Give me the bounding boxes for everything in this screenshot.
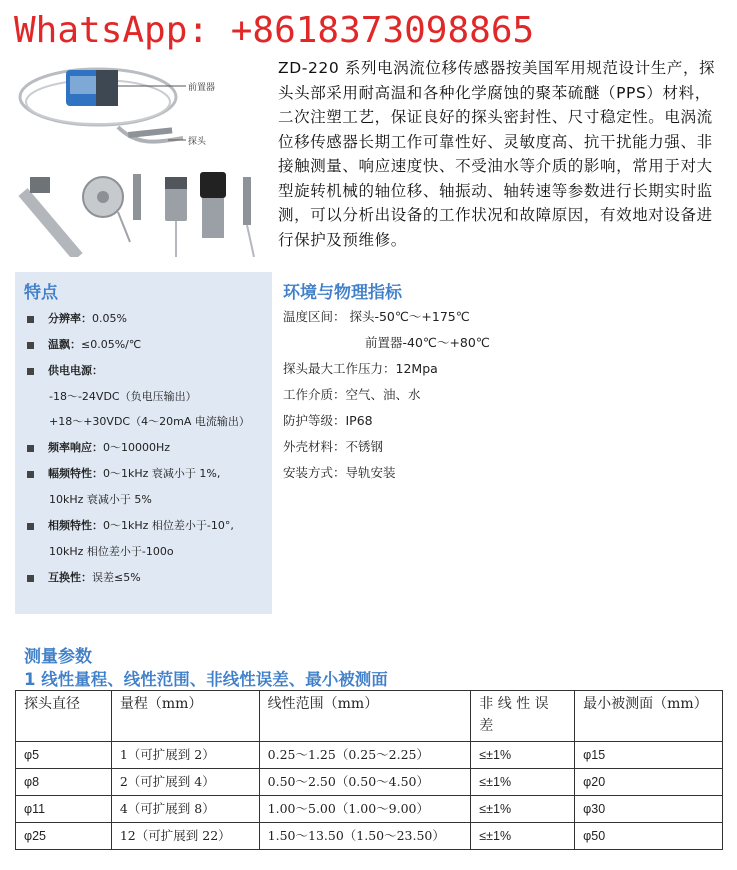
measurement-title: 测量参数 <box>24 647 92 667</box>
product-photo <box>18 52 266 257</box>
intro-paragraph: ZD-220 系列电涡流位移传感器按美国军用规范设计生产，探头头部采用耐高温和各种化学腐蚀的聚苯硫醚（PPS）材料，二次注塑工艺，保证良好的探头密封性、尺寸稳定性。电涡流位移传感器长期工作可靠性好、灵敏度高、抗干扰能力强、非接触测量、响应速度快、不受油水等介质的影响，常用于对大型旋转机械的轴位移、轴振动、轴转速等参数进行长期实时监测，可以分析出设备的工作状况和故障原因，有效地对设备进行保护及预维修。 <box>278 59 716 249</box>
bullet-icon <box>27 342 34 349</box>
probe-label: 探头 <box>188 137 207 147</box>
feature-power-current: +18～+30VDC（4～20mA 电流输出） <box>49 415 250 428</box>
features-panel <box>15 272 272 614</box>
sensor-product-image <box>18 52 266 257</box>
cell-range: 4（可扩展到 8） <box>111 796 259 823</box>
header-range: 量程（mm） <box>111 691 259 742</box>
cell-range: 2（可扩展到 4） <box>111 769 259 796</box>
bullet-icon <box>27 445 34 452</box>
feature-drift: 温飘：≤0.05%/℃ <box>27 336 141 352</box>
env-temperature-probe: 温度区间： 探头-50℃～+175℃ <box>283 309 470 324</box>
cell-diameter: φ25 <box>16 823 112 850</box>
environment-section <box>283 278 723 307</box>
bullet-icon <box>27 575 34 582</box>
table-header-row <box>16 691 723 742</box>
cell-diameter: φ5 <box>16 742 112 769</box>
env-medium: 工作介质：空气、油、水 <box>283 387 421 402</box>
table-row <box>16 769 723 796</box>
features-title: 特点 <box>24 283 58 303</box>
cell-linear-range: 0.25～1.25（0.25～2.25） <box>259 742 471 769</box>
cell-range: 12（可扩展到 22） <box>111 823 259 850</box>
feature-amplitude: 幅频特性：0～1kHz 衰减小于 1%, <box>27 465 220 481</box>
header-nonlinear-error: 非 线 性 误 差 <box>471 691 575 742</box>
feature-phase: 相频特性：0～1kHz 相位差小于-10°, <box>27 517 234 533</box>
cell-min-surface: φ50 <box>575 823 723 850</box>
cell-error: ≤±1% <box>471 796 575 823</box>
whatsapp-watermark: WhatsApp: +8618373098865 <box>14 10 535 51</box>
front-device-label: 前置器 <box>188 83 216 93</box>
table-row <box>16 796 723 823</box>
env-protection: 防护等级：IP68 <box>283 413 373 428</box>
bullet-icon <box>27 316 34 323</box>
cell-min-surface: φ15 <box>575 742 723 769</box>
header-min-surface: 最小被测面（mm） <box>575 691 723 742</box>
env-installation: 安装方式：导轨安装 <box>283 465 396 480</box>
cell-error: ≤±1% <box>471 823 575 850</box>
cell-linear-range: 0.50～2.50（0.50～4.50） <box>259 769 471 796</box>
feature-frequency: 频率响应：0～10000Hz <box>27 439 170 455</box>
measurement-table <box>15 690 723 850</box>
measurement-subtitle: 1 线性量程、线性范围、非线性误差、最小被测面 <box>24 670 388 689</box>
header-linear-range: 线性范围（mm） <box>259 691 471 742</box>
cell-min-surface: φ20 <box>575 769 723 796</box>
env-temperature-front: 前置器-40℃～+80℃ <box>365 335 490 350</box>
table-row <box>16 823 723 850</box>
cell-linear-range: 1.50～13.50（1.50～23.50） <box>259 823 471 850</box>
cell-error: ≤±1% <box>471 742 575 769</box>
feature-interchangeability: 互换性：误差≤5% <box>27 569 141 585</box>
env-max-pressure: 探头最大工作压力：12Mpa <box>283 361 438 376</box>
cell-diameter: φ11 <box>16 796 112 823</box>
feature-power-negative: -18～-24VDC（负电压输出） <box>49 390 197 403</box>
cell-linear-range: 1.00～5.00（1.00～9.00） <box>259 796 471 823</box>
env-shell-material: 外壳材料：不锈钢 <box>283 439 384 454</box>
bullet-icon <box>27 368 34 375</box>
cell-range: 1（可扩展到 2） <box>111 742 259 769</box>
cell-error: ≤±1% <box>471 769 575 796</box>
cell-min-surface: φ30 <box>575 796 723 823</box>
cell-diameter: φ8 <box>16 769 112 796</box>
feature-power: 供电电源： <box>27 362 103 378</box>
header-probe-diameter: 探头直径 <box>16 691 112 742</box>
feature-resolution: 分辨率：0.05% <box>27 310 127 326</box>
environment-title: 环境与物理指标 <box>283 283 402 303</box>
feature-phase-10k: 10kHz 相位差小于-100o <box>49 545 174 558</box>
bullet-icon <box>27 471 34 478</box>
bullet-icon <box>27 523 34 530</box>
feature-amplitude-10k: 10kHz 衰减小于 5% <box>49 493 152 506</box>
table-row <box>16 742 723 769</box>
